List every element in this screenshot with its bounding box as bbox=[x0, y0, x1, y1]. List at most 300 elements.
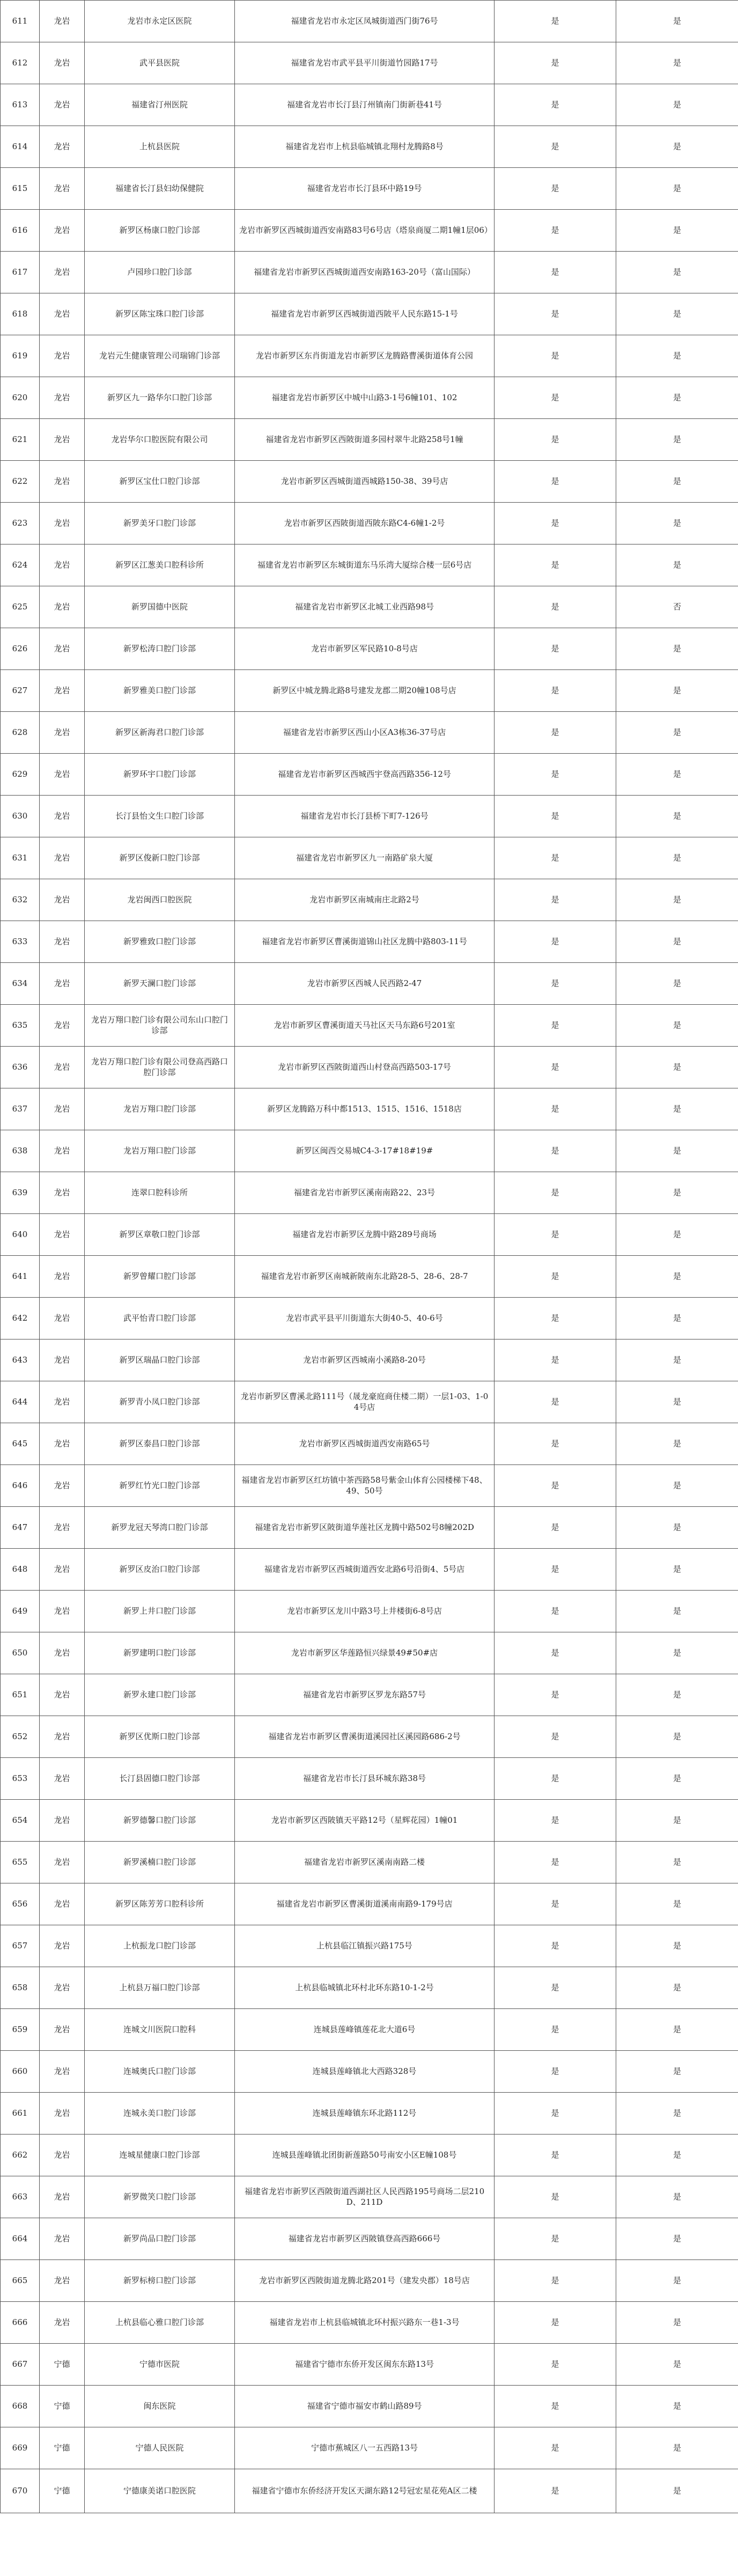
row-number-cell: 662 bbox=[1, 2135, 40, 2176]
institution-name-cell: 龙岩闽西口腔医院 bbox=[85, 879, 235, 921]
col-6-flag-cell: 是 bbox=[616, 921, 738, 963]
col-5-flag-cell: 是 bbox=[495, 2051, 616, 2093]
col-6-flag-cell: 是 bbox=[616, 2135, 738, 2176]
row-number-cell: 650 bbox=[1, 1632, 40, 1674]
institution-name-cell: 福建省长汀县妇幼保健院 bbox=[85, 168, 235, 210]
institution-name-cell: 新罗雅致口腔门诊部 bbox=[85, 921, 235, 963]
address-cell: 福建省宁德市东侨开发区闽东东路13号 bbox=[235, 2344, 495, 2386]
col-6-flag-cell: 是 bbox=[616, 2218, 738, 2260]
city-cell: 宁德 bbox=[40, 2344, 85, 2386]
row-number-cell: 654 bbox=[1, 1800, 40, 1842]
col-6-flag-cell: 是 bbox=[616, 1047, 738, 1088]
col-5-flag-cell: 是 bbox=[495, 1507, 616, 1549]
address-cell: 福建省龙岩市新罗区南城新陂南东北路28-5、28-6、28-7 bbox=[235, 1256, 495, 1298]
row-number-cell: 634 bbox=[1, 963, 40, 1005]
col-6-flag-cell: 是 bbox=[616, 2009, 738, 2051]
institution-name-cell: 龙岩市永定区医院 bbox=[85, 1, 235, 42]
row-number-cell: 656 bbox=[1, 1883, 40, 1925]
address-cell: 连城县莲峰镇莲花北大道6号 bbox=[235, 2009, 495, 2051]
table-row bbox=[1, 1423, 738, 1465]
row-number-cell: 622 bbox=[1, 461, 40, 503]
table-row bbox=[1, 2093, 738, 2135]
table-row bbox=[1, 1632, 738, 1674]
city-cell: 龙岩 bbox=[40, 1758, 85, 1800]
col-6-flag-cell: 是 bbox=[616, 1674, 738, 1716]
table-row bbox=[1, 503, 738, 544]
row-number-cell: 614 bbox=[1, 126, 40, 168]
col-6-flag-cell: 是 bbox=[616, 126, 738, 168]
col-6-flag-cell: 是 bbox=[616, 1507, 738, 1549]
row-number-cell: 660 bbox=[1, 2051, 40, 2093]
institution-name-cell: 新罗区新海君口腔门诊部 bbox=[85, 712, 235, 754]
address-cell: 福建省龙岩市新罗区溪南南路22、23号 bbox=[235, 1172, 495, 1214]
address-cell: 福建省龙岩市新罗区西城街道西陂平人民东路15-1号 bbox=[235, 293, 495, 335]
table-row bbox=[1, 1507, 738, 1549]
col-6-flag-cell: 是 bbox=[616, 628, 738, 670]
city-cell: 龙岩 bbox=[40, 2176, 85, 2218]
table-row bbox=[1, 963, 738, 1005]
row-number-cell: 670 bbox=[1, 2469, 40, 2513]
col-5-flag-cell: 是 bbox=[495, 1, 616, 42]
table-row bbox=[1, 1674, 738, 1716]
col-6-flag-cell: 是 bbox=[616, 1381, 738, 1423]
col-6-flag-cell: 是 bbox=[616, 2051, 738, 2093]
address-cell: 龙岩市新罗区西城人民西路2-47 bbox=[235, 963, 495, 1005]
col-6-flag-cell: 是 bbox=[616, 168, 738, 210]
col-5-flag-cell: 是 bbox=[495, 1716, 616, 1758]
row-number-cell: 632 bbox=[1, 879, 40, 921]
table-row bbox=[1, 544, 738, 586]
table-row bbox=[1, 377, 738, 419]
table-row bbox=[1, 1088, 738, 1130]
institution-name-cell: 新罗雅美口腔门诊部 bbox=[85, 670, 235, 712]
city-cell: 龙岩 bbox=[40, 1883, 85, 1925]
table-row bbox=[1, 837, 738, 879]
col-6-flag-cell: 是 bbox=[616, 84, 738, 126]
institution-name-cell: 连城永美口腔门诊部 bbox=[85, 2093, 235, 2135]
city-cell: 龙岩 bbox=[40, 1, 85, 42]
city-cell: 龙岩 bbox=[40, 1925, 85, 1967]
col-5-flag-cell: 是 bbox=[495, 2469, 616, 2513]
city-cell: 龙岩 bbox=[40, 1381, 85, 1423]
institution-name-cell: 新罗微笑口腔门诊部 bbox=[85, 2176, 235, 2218]
address-cell: 宁德市蕉城区八一五西路13号 bbox=[235, 2427, 495, 2469]
table-row bbox=[1, 1, 738, 42]
col-6-flag-cell: 是 bbox=[616, 837, 738, 879]
col-6-flag-cell: 是 bbox=[616, 1256, 738, 1298]
table-row bbox=[1, 419, 738, 461]
city-cell: 龙岩 bbox=[40, 126, 85, 168]
table-row bbox=[1, 2051, 738, 2093]
address-cell: 龙岩市新罗区南城南庄北路2号 bbox=[235, 879, 495, 921]
institution-name-cell: 武平县医院 bbox=[85, 42, 235, 84]
institution-name-cell: 武平怡青口腔门诊部 bbox=[85, 1298, 235, 1339]
col-5-flag-cell: 是 bbox=[495, 1591, 616, 1632]
table-row bbox=[1, 2386, 738, 2427]
address-cell: 福建省龙岩市武平县平川街道竹园路17号 bbox=[235, 42, 495, 84]
col-5-flag-cell: 是 bbox=[495, 126, 616, 168]
row-number-cell: 623 bbox=[1, 503, 40, 544]
col-5-flag-cell: 是 bbox=[495, 2218, 616, 2260]
institution-name-cell: 新罗曾耀口腔门诊部 bbox=[85, 1256, 235, 1298]
row-number-cell: 655 bbox=[1, 1842, 40, 1883]
row-number-cell: 666 bbox=[1, 2302, 40, 2344]
city-cell: 龙岩 bbox=[40, 1967, 85, 2009]
city-cell: 龙岩 bbox=[40, 586, 85, 628]
row-number-cell: 639 bbox=[1, 1172, 40, 1214]
address-cell: 连城县莲峰镇北大西路328号 bbox=[235, 2051, 495, 2093]
address-cell: 福建省龙岩市上杭县临城镇北翔村龙腾路8号 bbox=[235, 126, 495, 168]
address-cell: 福建省宁德市福安市鹤山路89号 bbox=[235, 2386, 495, 2427]
institution-name-cell: 龙岩元生健康管理公司瑞锦门诊部 bbox=[85, 335, 235, 377]
table-row bbox=[1, 126, 738, 168]
col-5-flag-cell: 是 bbox=[495, 335, 616, 377]
city-cell: 宁德 bbox=[40, 2469, 85, 2513]
row-number-cell: 618 bbox=[1, 293, 40, 335]
table-row bbox=[1, 1256, 738, 1298]
institution-name-cell: 连城奥氏口腔门诊部 bbox=[85, 2051, 235, 2093]
col-5-flag-cell: 是 bbox=[495, 544, 616, 586]
address-cell: 福建省宁德市东侨经济开发区天湖东路12号冠宏星花苑A区二楼 bbox=[235, 2469, 495, 2513]
table-row bbox=[1, 1339, 738, 1381]
institution-name-cell: 新罗红竹光口腔门诊部 bbox=[85, 1465, 235, 1507]
table-row bbox=[1, 754, 738, 796]
col-5-flag-cell: 是 bbox=[495, 1130, 616, 1172]
col-5-flag-cell: 是 bbox=[495, 2009, 616, 2051]
institution-name-cell: 上杭县万福口腔门诊部 bbox=[85, 1967, 235, 2009]
col-5-flag-cell: 是 bbox=[495, 419, 616, 461]
col-6-flag-cell: 是 bbox=[616, 754, 738, 796]
row-number-cell: 651 bbox=[1, 1674, 40, 1716]
table-row bbox=[1, 335, 738, 377]
row-number-cell: 629 bbox=[1, 754, 40, 796]
address-cell: 福建省龙岩市新罗区陂街道华莲社区龙腾中路502号8幢202D bbox=[235, 1507, 495, 1549]
institution-name-cell: 新罗区宝仕口腔门诊部 bbox=[85, 461, 235, 503]
address-cell: 连城县莲峰镇东环北路112号 bbox=[235, 2093, 495, 2135]
city-cell: 龙岩 bbox=[40, 921, 85, 963]
institution-name-cell: 新罗建明口腔门诊部 bbox=[85, 1632, 235, 1674]
institution-name-cell: 新罗区江葱美口腔科诊所 bbox=[85, 544, 235, 586]
col-6-flag-cell: 是 bbox=[616, 42, 738, 84]
col-6-flag-cell: 是 bbox=[616, 1716, 738, 1758]
city-cell: 龙岩 bbox=[40, 1842, 85, 1883]
col-5-flag-cell: 是 bbox=[495, 1339, 616, 1381]
col-5-flag-cell: 是 bbox=[495, 796, 616, 837]
address-cell: 新罗区闽西交易城C4-3-17#18#19# bbox=[235, 1130, 495, 1172]
table-row bbox=[1, 1130, 738, 1172]
institution-name-cell: 龙岩万翔口腔门诊部 bbox=[85, 1130, 235, 1172]
city-cell: 龙岩 bbox=[40, 1591, 85, 1632]
institution-name-cell: 上杭振龙口腔门诊部 bbox=[85, 1925, 235, 1967]
table-row bbox=[1, 210, 738, 252]
row-number-cell: 638 bbox=[1, 1130, 40, 1172]
table-row bbox=[1, 1549, 738, 1591]
col-6-flag-cell: 是 bbox=[616, 1842, 738, 1883]
address-cell: 福建省龙岩市上杭县临城镇北环村振兴路东一巷1-3号 bbox=[235, 2302, 495, 2344]
table-row bbox=[1, 712, 738, 754]
col-6-flag-cell: 是 bbox=[616, 1005, 738, 1047]
city-cell: 龙岩 bbox=[40, 2135, 85, 2176]
table-row bbox=[1, 879, 738, 921]
col-5-flag-cell: 是 bbox=[495, 1088, 616, 1130]
table-row bbox=[1, 1842, 738, 1883]
col-6-flag-cell: 是 bbox=[616, 377, 738, 419]
table-row bbox=[1, 2344, 738, 2386]
city-cell: 龙岩 bbox=[40, 1005, 85, 1047]
row-number-cell: 649 bbox=[1, 1591, 40, 1632]
city-cell: 龙岩 bbox=[40, 1130, 85, 1172]
col-5-flag-cell: 是 bbox=[495, 377, 616, 419]
address-cell: 龙岩市武平县平川街道东大街40-5、40-6号 bbox=[235, 1298, 495, 1339]
address-cell: 福建省龙岩市新罗区曹溪街道溪园社区溪园路686-2号 bbox=[235, 1716, 495, 1758]
address-cell: 龙岩市新罗区西城街道西安南路83号6号店（塔泉商厦二期1幢1层06） bbox=[235, 210, 495, 252]
row-number-cell: 621 bbox=[1, 419, 40, 461]
table-row bbox=[1, 1465, 738, 1507]
institution-name-cell: 新罗区陈芳芳口腔科诊所 bbox=[85, 1883, 235, 1925]
col-6-flag-cell: 是 bbox=[616, 1632, 738, 1674]
col-5-flag-cell: 是 bbox=[495, 168, 616, 210]
institution-name-cell: 新罗区皮治口腔门诊部 bbox=[85, 1549, 235, 1591]
row-number-cell: 657 bbox=[1, 1925, 40, 1967]
table-row bbox=[1, 2302, 738, 2344]
table-row bbox=[1, 2176, 738, 2218]
row-number-cell: 643 bbox=[1, 1339, 40, 1381]
city-cell: 龙岩 bbox=[40, 293, 85, 335]
col-5-flag-cell: 是 bbox=[495, 2344, 616, 2386]
institution-name-cell: 龙岩万翔口腔门诊有限公司登高西路口腔门诊部 bbox=[85, 1047, 235, 1088]
col-6-flag-cell: 是 bbox=[616, 2176, 738, 2218]
col-6-flag-cell: 是 bbox=[616, 963, 738, 1005]
col-5-flag-cell: 是 bbox=[495, 1967, 616, 2009]
row-number-cell: 659 bbox=[1, 2009, 40, 2051]
city-cell: 龙岩 bbox=[40, 461, 85, 503]
col-5-flag-cell: 是 bbox=[495, 1800, 616, 1842]
row-number-cell: 647 bbox=[1, 1507, 40, 1549]
col-5-flag-cell: 是 bbox=[495, 1632, 616, 1674]
col-5-flag-cell: 是 bbox=[495, 2176, 616, 2218]
institution-name-cell: 长汀县固德口腔门诊部 bbox=[85, 1758, 235, 1800]
address-cell: 新罗区中城龙腾北路8号建发龙郡二期20幢108号店 bbox=[235, 670, 495, 712]
row-number-cell: 631 bbox=[1, 837, 40, 879]
city-cell: 龙岩 bbox=[40, 2302, 85, 2344]
col-5-flag-cell: 是 bbox=[495, 1381, 616, 1423]
address-cell: 福建省龙岩市长汀县环城东路38号 bbox=[235, 1758, 495, 1800]
address-cell: 龙岩市新罗区西城街道西安南路65号 bbox=[235, 1423, 495, 1465]
table-row bbox=[1, 1591, 738, 1632]
col-6-flag-cell: 是 bbox=[616, 1591, 738, 1632]
col-6-flag-cell: 是 bbox=[616, 2093, 738, 2135]
col-6-flag-cell: 是 bbox=[616, 796, 738, 837]
institution-name-cell: 福建省汀州医院 bbox=[85, 84, 235, 126]
city-cell: 龙岩 bbox=[40, 2218, 85, 2260]
col-5-flag-cell: 是 bbox=[495, 1256, 616, 1298]
address-cell: 福建省龙岩市长汀县环中路19号 bbox=[235, 168, 495, 210]
row-number-cell: 653 bbox=[1, 1758, 40, 1800]
city-cell: 龙岩 bbox=[40, 42, 85, 84]
col-5-flag-cell: 是 bbox=[495, 712, 616, 754]
city-cell: 龙岩 bbox=[40, 1800, 85, 1842]
table-row bbox=[1, 1172, 738, 1214]
institution-name-cell: 闽东医院 bbox=[85, 2386, 235, 2427]
row-number-cell: 641 bbox=[1, 1256, 40, 1298]
col-6-flag-cell: 是 bbox=[616, 2344, 738, 2386]
address-cell: 福建省龙岩市新罗区罗龙东路57号 bbox=[235, 1674, 495, 1716]
col-5-flag-cell: 是 bbox=[495, 2260, 616, 2302]
row-number-cell: 615 bbox=[1, 168, 40, 210]
city-cell: 龙岩 bbox=[40, 84, 85, 126]
city-cell: 龙岩 bbox=[40, 335, 85, 377]
col-5-flag-cell: 是 bbox=[495, 1214, 616, 1256]
col-6-flag-cell: 是 bbox=[616, 2260, 738, 2302]
col-5-flag-cell: 是 bbox=[495, 1842, 616, 1883]
col-6-flag-cell: 是 bbox=[616, 335, 738, 377]
table-row bbox=[1, 252, 738, 293]
col-5-flag-cell: 是 bbox=[495, 963, 616, 1005]
col-6-flag-cell: 是 bbox=[616, 2469, 738, 2513]
address-cell: 福建省龙岩市新罗区西陂街道西湖社区人民西路195号商场二层210D、211D bbox=[235, 2176, 495, 2218]
row-number-cell: 628 bbox=[1, 712, 40, 754]
city-cell: 龙岩 bbox=[40, 1507, 85, 1549]
institution-name-cell: 卢园珍口腔门诊部 bbox=[85, 252, 235, 293]
table-row bbox=[1, 2469, 738, 2513]
row-number-cell: 669 bbox=[1, 2427, 40, 2469]
table-row bbox=[1, 1925, 738, 1967]
address-cell: 福建省龙岩市新罗区西城街道西安北路6号沿街4、5号店 bbox=[235, 1549, 495, 1591]
city-cell: 龙岩 bbox=[40, 1172, 85, 1214]
col-6-flag-cell: 是 bbox=[616, 1214, 738, 1256]
col-5-flag-cell: 是 bbox=[495, 921, 616, 963]
city-cell: 龙岩 bbox=[40, 419, 85, 461]
institution-name-cell: 宁德人民医院 bbox=[85, 2427, 235, 2469]
institution-name-cell: 上杭县临心雅口腔门诊部 bbox=[85, 2302, 235, 2344]
col-5-flag-cell: 是 bbox=[495, 1883, 616, 1925]
col-5-flag-cell: 是 bbox=[495, 2427, 616, 2469]
col-5-flag-cell: 是 bbox=[495, 84, 616, 126]
table-body bbox=[1, 1, 738, 2513]
col-5-flag-cell: 是 bbox=[495, 2302, 616, 2344]
address-cell: 龙岩市新罗区西陂镇天平路12号（星辉花园）1幢01 bbox=[235, 1800, 495, 1842]
col-5-flag-cell: 是 bbox=[495, 628, 616, 670]
institution-name-cell: 新罗龙冠天琴湾口腔门诊部 bbox=[85, 1507, 235, 1549]
address-cell: 新罗区龙腾路万科中都1513、1515、1516、1518店 bbox=[235, 1088, 495, 1130]
address-cell: 福建省龙岩市新罗区溪南南路二楼 bbox=[235, 1842, 495, 1883]
city-cell: 龙岩 bbox=[40, 796, 85, 837]
row-number-cell: 630 bbox=[1, 796, 40, 837]
table-row bbox=[1, 670, 738, 712]
institution-name-cell: 新罗尚品口腔门诊部 bbox=[85, 2218, 235, 2260]
col-6-flag-cell: 是 bbox=[616, 1883, 738, 1925]
institution-name-cell: 新罗区俊新口腔门诊部 bbox=[85, 837, 235, 879]
city-cell: 龙岩 bbox=[40, 1256, 85, 1298]
institution-name-cell: 连城星健康口腔门诊部 bbox=[85, 2135, 235, 2176]
city-cell: 龙岩 bbox=[40, 503, 85, 544]
institution-name-cell: 新罗区优斯口腔门诊部 bbox=[85, 1716, 235, 1758]
col-5-flag-cell: 是 bbox=[495, 670, 616, 712]
col-5-flag-cell: 是 bbox=[495, 1047, 616, 1088]
address-cell: 福建省龙岩市新罗区西陂镇登高西路666号 bbox=[235, 2218, 495, 2260]
city-cell: 龙岩 bbox=[40, 1298, 85, 1339]
col-6-flag-cell: 是 bbox=[616, 1800, 738, 1842]
city-cell: 龙岩 bbox=[40, 2051, 85, 2093]
city-cell: 龙岩 bbox=[40, 1214, 85, 1256]
institution-name-cell: 新罗国德中医院 bbox=[85, 586, 235, 628]
institution-name-cell: 新罗区章敬口腔门诊部 bbox=[85, 1214, 235, 1256]
institution-name-cell: 新罗天澜口腔门诊部 bbox=[85, 963, 235, 1005]
col-5-flag-cell: 是 bbox=[495, 1423, 616, 1465]
row-number-cell: 665 bbox=[1, 2260, 40, 2302]
institution-name-cell: 新罗环宇口腔门诊部 bbox=[85, 754, 235, 796]
address-cell: 福建省龙岩市新罗区西城街道西安南路163-20号（富山国际） bbox=[235, 252, 495, 293]
col-6-flag-cell: 是 bbox=[616, 1549, 738, 1591]
address-cell: 福建省龙岩市新罗区中城中山路3-1号6幢101、102 bbox=[235, 377, 495, 419]
city-cell: 龙岩 bbox=[40, 754, 85, 796]
row-number-cell: 617 bbox=[1, 252, 40, 293]
col-5-flag-cell: 是 bbox=[495, 2135, 616, 2176]
table-row bbox=[1, 2260, 738, 2302]
col-5-flag-cell: 是 bbox=[495, 1298, 616, 1339]
table-row bbox=[1, 2135, 738, 2176]
city-cell: 龙岩 bbox=[40, 879, 85, 921]
city-cell: 龙岩 bbox=[40, 210, 85, 252]
col-6-flag-cell: 是 bbox=[616, 1130, 738, 1172]
row-number-cell: 645 bbox=[1, 1423, 40, 1465]
institution-name-cell: 龙岩万翔口腔门诊部 bbox=[85, 1088, 235, 1130]
col-6-flag-cell: 是 bbox=[616, 503, 738, 544]
table-row bbox=[1, 1005, 738, 1047]
row-number-cell: 648 bbox=[1, 1549, 40, 1591]
table-row bbox=[1, 1758, 738, 1800]
institution-name-cell: 新罗上井口腔门诊部 bbox=[85, 1591, 235, 1632]
row-number-cell: 613 bbox=[1, 84, 40, 126]
table-row bbox=[1, 921, 738, 963]
table-row bbox=[1, 2427, 738, 2469]
address-cell: 福建省龙岩市新罗区西山小区A3栋36-37号店 bbox=[235, 712, 495, 754]
row-number-cell: 626 bbox=[1, 628, 40, 670]
address-cell: 福建省龙岩市新罗区北城工业西路98号 bbox=[235, 586, 495, 628]
col-6-flag-cell: 是 bbox=[616, 1088, 738, 1130]
row-number-cell: 624 bbox=[1, 544, 40, 586]
city-cell: 龙岩 bbox=[40, 2260, 85, 2302]
row-number-cell: 619 bbox=[1, 335, 40, 377]
col-6-flag-cell: 是 bbox=[616, 2302, 738, 2344]
institution-name-cell: 上杭县医院 bbox=[85, 126, 235, 168]
institution-name-cell: 新罗区九一路华尔口腔门诊部 bbox=[85, 377, 235, 419]
city-cell: 龙岩 bbox=[40, 2093, 85, 2135]
col-6-flag-cell: 是 bbox=[616, 670, 738, 712]
col-5-flag-cell: 是 bbox=[495, 586, 616, 628]
row-number-cell: 616 bbox=[1, 210, 40, 252]
city-cell: 宁德 bbox=[40, 2386, 85, 2427]
col-5-flag-cell: 是 bbox=[495, 1758, 616, 1800]
address-cell: 福建省龙岩市新罗区九一南路矿泉大厦 bbox=[235, 837, 495, 879]
row-number-cell: 658 bbox=[1, 1967, 40, 2009]
address-cell: 龙岩市新罗区西陂街道西山村登高西路503-17号 bbox=[235, 1047, 495, 1088]
city-cell: 龙岩 bbox=[40, 252, 85, 293]
city-cell: 龙岩 bbox=[40, 1674, 85, 1716]
col-6-flag-cell: 是 bbox=[616, 1, 738, 42]
col-5-flag-cell: 是 bbox=[495, 461, 616, 503]
col-5-flag-cell: 是 bbox=[495, 837, 616, 879]
col-6-flag-cell: 是 bbox=[616, 1423, 738, 1465]
institution-name-cell: 新罗永建口腔门诊部 bbox=[85, 1674, 235, 1716]
city-cell: 龙岩 bbox=[40, 544, 85, 586]
address-cell: 龙岩市新罗区曹溪街道天马社区天马东路6号201室 bbox=[235, 1005, 495, 1047]
city-cell: 龙岩 bbox=[40, 1339, 85, 1381]
institution-name-cell: 新罗区泰昌口腔门诊部 bbox=[85, 1423, 235, 1465]
col-5-flag-cell: 是 bbox=[495, 42, 616, 84]
row-number-cell: 664 bbox=[1, 2218, 40, 2260]
address-cell: 福建省龙岩市新罗区曹溪街道溪南南路9-179号店 bbox=[235, 1883, 495, 1925]
